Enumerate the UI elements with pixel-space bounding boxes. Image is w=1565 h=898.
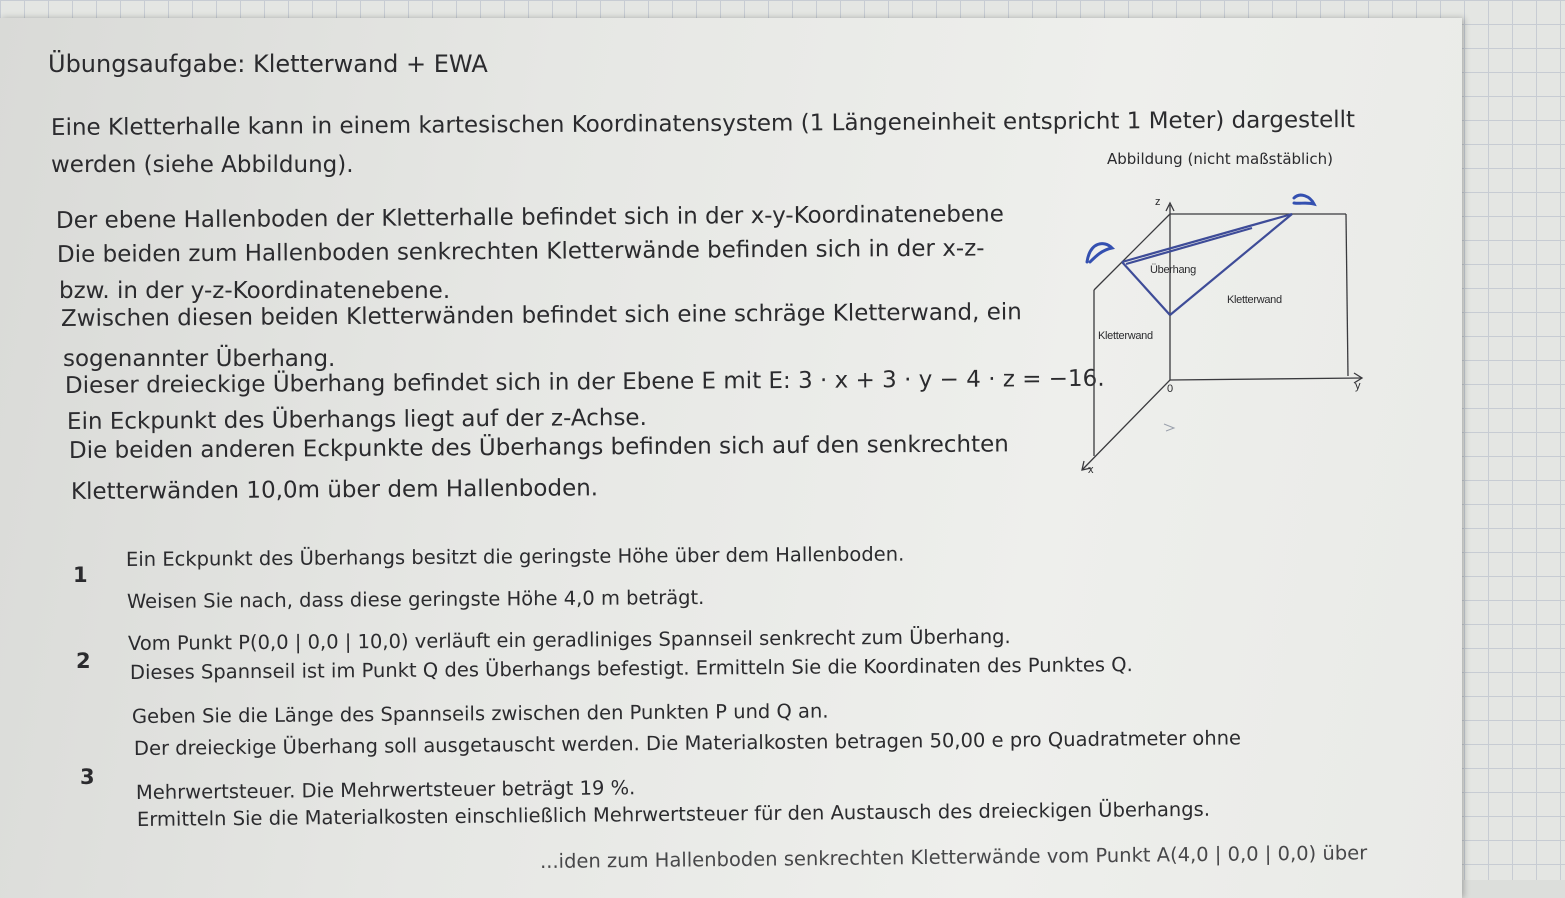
description-line: Der ebene Hallenboden der Kletterhalle befindet sich in der x-y-Koordinatenebene bbox=[55, 201, 1004, 234]
description-line: sogenannter Überhang. bbox=[63, 346, 336, 372]
axis-label-y: y bbox=[1355, 380, 1361, 392]
overhang-label: Überhang bbox=[1150, 264, 1196, 276]
description-line: bzw. in der y-z-Koordinatenebene. bbox=[59, 278, 451, 304]
wall-right-label: Kletterwand bbox=[1227, 294, 1282, 306]
figure-caption: Abbildung (nicht maßstäblich) bbox=[1107, 150, 1333, 168]
task-line: Geben Sie die Länge des Spannseils zwischen den Punkten P und Q an. bbox=[131, 699, 829, 728]
task-number: 1 bbox=[73, 563, 88, 587]
intro-line-1: Eine Kletterhalle kann in einem kartesischen Koordinatensystem (1 Längeneinheit entspricht 1 Meter) dargestellt bbox=[50, 107, 1356, 141]
description-line: Kletterwänden 10,0m über dem Hallenboden. bbox=[70, 475, 599, 505]
cutoff-line: ...iden zum Hallenboden senkrechten Kletterwände vom Punkt A(4,0 | 0,0 | 0,0) über bbox=[539, 841, 1368, 873]
description-line: Die beiden zum Hallenboden senkrechten Kletterwände befinden sich in der x-z- bbox=[56, 235, 985, 268]
description-line: Ein Eckpunkt des Überhangs liegt auf der z-Achse. bbox=[66, 404, 647, 435]
wall-left-label: Kletterwand bbox=[1098, 330, 1153, 342]
intro-line-2: werden (siehe Abbildung). bbox=[51, 152, 354, 178]
origin-label: 0 bbox=[1167, 383, 1173, 395]
description-line: Die beiden anderen Eckpunkte des Überhangs befinden sich auf den senkrechten bbox=[68, 431, 1009, 464]
task-number: 3 bbox=[80, 765, 95, 789]
plane-equation-line: Dieser dreieckige Überhang befindet sich in der Ebene E mit E: 3 · x + 3 · y − 4 · z = −16. bbox=[64, 365, 1105, 399]
task-line: Weisen Sie nach, dass diese geringste Höhe 4,0 m beträgt. bbox=[126, 585, 705, 613]
task-line: Ein Eckpunkt des Überhangs besitzt die geringste Höhe über dem Hallenboden. bbox=[125, 542, 905, 571]
task-line: Dieses Spannseil ist im Punkt Q des Überhangs befestigt. Ermitteln Sie die Koordinaten des Punktes Q. bbox=[129, 653, 1133, 684]
task-line: Ermitteln Sie die Materialkosten einschließlich Mehrwertsteuer für den Austausch des dreieckigen Überhangs. bbox=[136, 797, 1211, 831]
axis-label-x: x bbox=[1088, 464, 1094, 476]
axis-label-z: z bbox=[1155, 196, 1161, 208]
worksheet-title: Übungsaufgabe: Kletterwand + EWA bbox=[48, 50, 488, 78]
task-line: Vom Punkt P(0,0 | 0,0 | 10,0) verläuft ein geradliniges Spannseil senkrecht zum Überhang. bbox=[127, 625, 1011, 655]
task-line: Der dreieckige Überhang soll ausgetauscht werden. Die Materialkosten betragen 50,00 e pro Quadratmeter ohne bbox=[133, 726, 1242, 760]
task-line: Mehrwertsteuer. Die Mehrwertsteuer beträgt 19 %. bbox=[135, 776, 636, 804]
description-line: Zwischen diesen beiden Kletterwänden befindet sich eine schräge Kletterwand, ein bbox=[60, 299, 1022, 332]
task-number: 2 bbox=[76, 649, 91, 673]
